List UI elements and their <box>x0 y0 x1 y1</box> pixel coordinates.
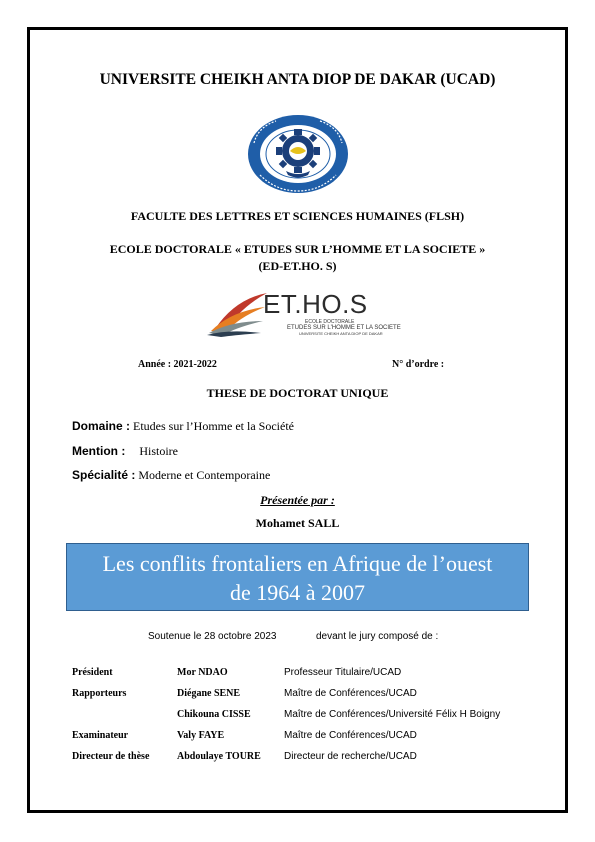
university-name: UNIVERSITE CHEIKH ANTA DIOP DE DAKAR (UCAD) <box>99 71 496 88</box>
jury-role: Directeur de thèse <box>72 751 150 762</box>
jury-role: Président <box>72 667 113 678</box>
specialty-value: Moderne et Contemporaine <box>135 468 271 482</box>
jury-name: Diégane SENE <box>177 688 241 699</box>
faculty-name: FACULTE DES LETTRES ET SCIENCES HUMAINES (FLSH) <box>130 209 465 223</box>
jury-name: Abdoulaye TOURE <box>177 751 261 762</box>
specialty-row <box>72 468 270 483</box>
ethos-logo <box>205 289 401 337</box>
thesis-title-line2: de 1964 à 2007 <box>229 580 366 605</box>
doctoral-school-acronym: (ED-ET.HO. S) <box>258 259 337 273</box>
jury-name: Valy FAYE <box>177 730 225 741</box>
jury-title: Directeur de recherche/UCAD <box>284 751 417 762</box>
jury-intro: devant le jury composé de : <box>316 631 439 642</box>
ethos-logo-sub2: ETUDES SUR L'HOMME ET LA SOCIETE <box>287 325 401 331</box>
jury-title: Maître de Conférences/UCAD <box>284 730 417 741</box>
order-number: N° d’ordre : <box>392 359 445 370</box>
thesis-title-line1: Les conflits frontaliers en Afrique de l’ouest <box>102 551 493 576</box>
ethos-logo-sub1: ECOLE DOCTORALE <box>305 319 355 325</box>
ucad-seal-logo <box>246 113 350 195</box>
jury-role: Rapporteurs <box>72 688 127 699</box>
thesis-title-box <box>66 543 529 611</box>
defense-date: Soutenue le 28 octobre 2023 <box>148 631 277 642</box>
doctoral-school-name: ECOLE DOCTORALE « ETUDES SUR L’HOMME ET LA SOCIETE » <box>109 242 486 256</box>
jury-name: Chikouna CISSE <box>177 709 251 720</box>
academic-year: Année : 2021-2022 <box>138 359 217 370</box>
jury-name: Mor NDAO <box>177 667 228 678</box>
jury-role: Examinateur <box>72 730 129 741</box>
author-name: Mohamet SALL <box>255 516 340 530</box>
mention-row <box>72 444 178 459</box>
specialty-label: Spécialité : <box>72 468 136 482</box>
jury-title: Professeur Titulaire/UCAD <box>284 667 402 678</box>
mention-value: Histoire <box>139 444 178 458</box>
thesis-type: THESE DE DOCTORAT UNIQUE <box>206 386 389 400</box>
presented-by-label: Présentée par : <box>260 493 335 507</box>
domain-label: Domaine : <box>72 419 131 433</box>
ethos-swoosh-icon <box>205 289 269 337</box>
ethos-logo-sub3: UNIVERSITE CHEIKH ANTA DIOP DE DAKAR <box>299 331 383 336</box>
ethos-logo-title: ET.HO.S <box>263 289 368 319</box>
domain-value: Etudes sur l’Homme et la Société <box>130 419 294 433</box>
jury-title: Maître de Conférences/UCAD <box>284 688 417 699</box>
mention-label: Mention : <box>72 444 126 458</box>
domain-row <box>72 419 294 434</box>
jury-title: Maître de Conférences/Université Félix H Boigny <box>284 709 501 720</box>
